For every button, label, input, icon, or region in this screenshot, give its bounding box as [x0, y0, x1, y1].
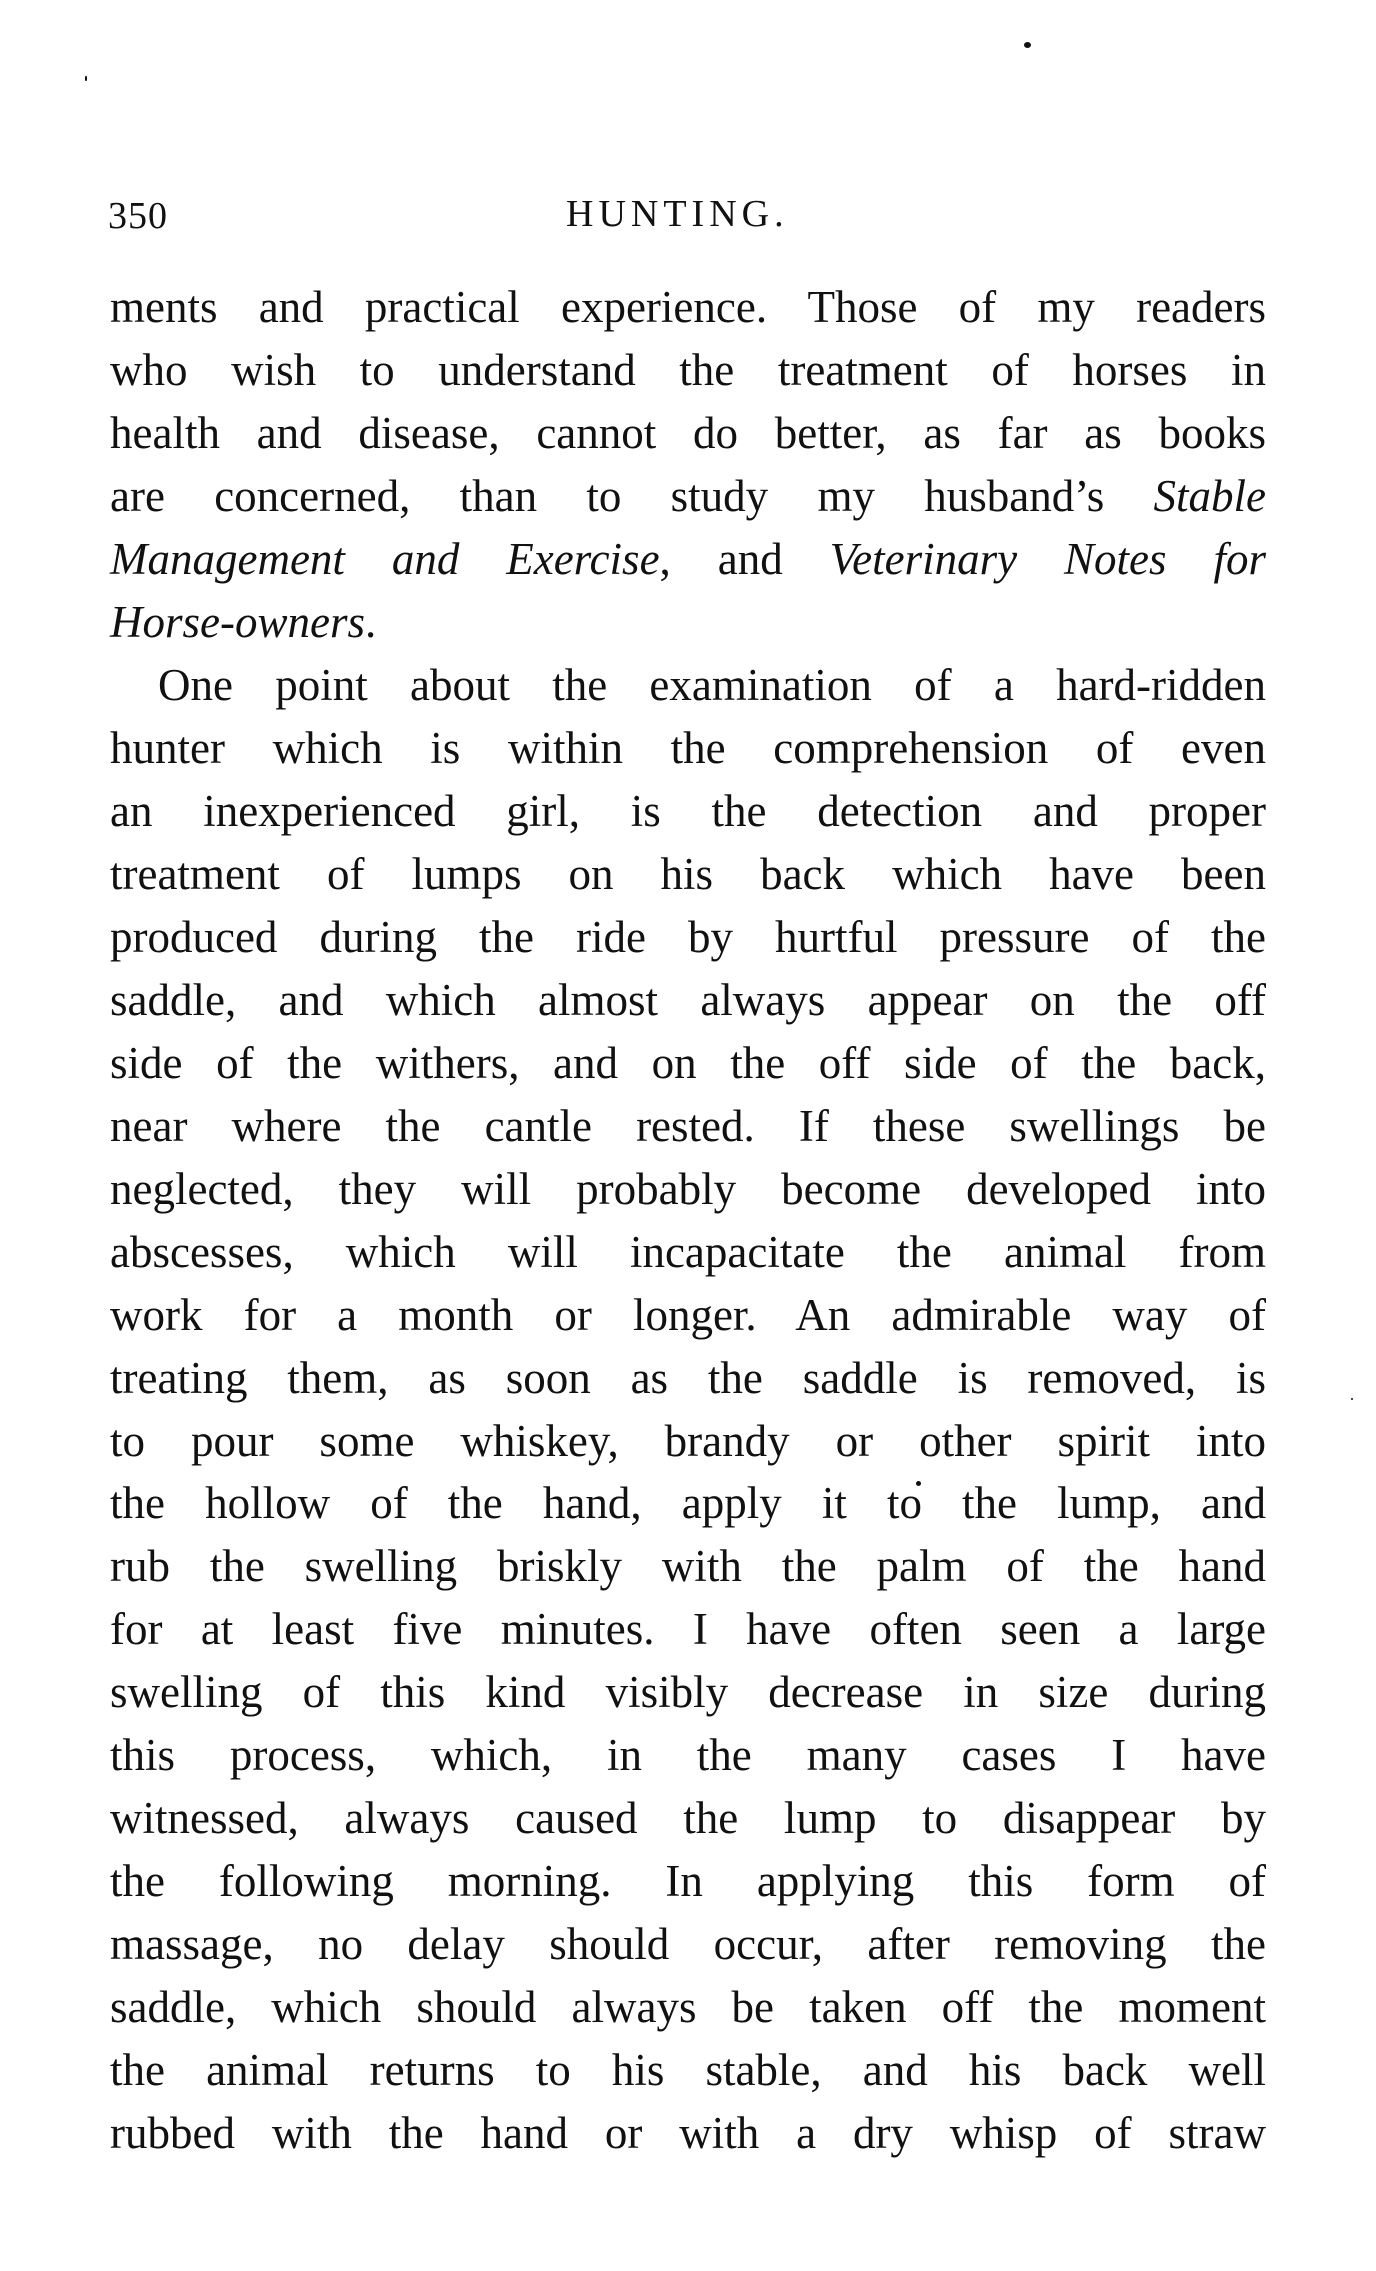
- line-text: saddle, and which almost always appear on the off: [110, 974, 1266, 1025]
- text-line: [110, 402, 1266, 465]
- line-text: neglected, they will probably become developed into: [110, 1163, 1266, 1214]
- page-number: 350: [108, 195, 168, 237]
- line-text: are concerned, than to study my husband’s: [110, 470, 1154, 521]
- print-speck: [85, 76, 87, 81]
- text-line: [110, 843, 1266, 906]
- line-text: treatment of lumps on his back which have been: [110, 848, 1266, 899]
- running-head: [0, 186, 1376, 246]
- line-text: massage, no delay should occur, after removing the: [110, 1919, 1266, 1970]
- line-text: abscesses, which will incapacitate the animal from: [110, 1226, 1266, 1277]
- line-text: , and: [659, 533, 830, 584]
- line-text: rubbed with the hand or with a dry whisp of straw: [110, 2108, 1266, 2159]
- text-line: [110, 1724, 1266, 1787]
- line-text: witnessed, always caused the lump to disappear by: [110, 1793, 1266, 1844]
- italic-title-text: Stable: [1153, 470, 1266, 521]
- text-line: [110, 1221, 1266, 1284]
- line-text: the following morning. In applying this form of: [110, 1856, 1266, 1907]
- text-line: [110, 1410, 1266, 1473]
- text-line: [110, 780, 1266, 843]
- text-line: [110, 528, 1266, 591]
- text-line: [110, 1598, 1266, 1661]
- text-line: [110, 1535, 1266, 1598]
- text-line: [110, 1850, 1266, 1913]
- line-text: produced during the ride by hurtful pressure of the: [110, 911, 1266, 962]
- line-text: treating them, as soon as the saddle is removed, is: [110, 1352, 1266, 1403]
- text-line: [110, 906, 1266, 969]
- text-line: [110, 1284, 1266, 1347]
- text-line: [110, 1472, 1266, 1535]
- line-text: an inexperienced girl, is the detection and proper: [110, 785, 1266, 836]
- print-speck: [1351, 1398, 1353, 1400]
- text-line: [110, 1913, 1266, 1976]
- line-text: ments and practical experience. Those of my readers: [110, 282, 1266, 332]
- text-line: [110, 1787, 1266, 1850]
- text-line: [110, 1032, 1266, 1095]
- italic-title-text: Management and Exercise: [110, 533, 660, 584]
- line-text: One point about the examination of a hard-ridden: [158, 659, 1266, 710]
- text-line: [110, 1976, 1266, 2039]
- line-text: work for a month or longer. An admirable way of: [110, 1289, 1266, 1340]
- line-text: swelling of this kind visibly decrease in size during: [110, 1667, 1266, 1718]
- italic-title-text: Horse-owners: [110, 596, 365, 647]
- text-line: [110, 2102, 1266, 2165]
- text-line: [110, 276, 1266, 339]
- line-text: the hollow of the hand, apply it to the lump, and: [110, 1478, 1266, 1529]
- text-line: [158, 654, 1266, 717]
- line-text: this process, which, in the many cases I have: [110, 1730, 1266, 1781]
- text-line: [110, 717, 1266, 780]
- running-head-title: HUNTING.: [566, 193, 789, 235]
- line-text: saddle, which should always be taken off the moment: [110, 1982, 1266, 2033]
- text-line: [110, 1095, 1266, 1158]
- text-line: [110, 969, 1266, 1032]
- line-text: rub the swelling briskly with the palm of the hand: [110, 1541, 1266, 1592]
- text-line: [110, 2039, 1266, 2102]
- text-line: [110, 591, 1266, 654]
- italic-title-text: Veterinary Notes for: [829, 533, 1266, 584]
- line-text: to pour some whiskey, brandy or other spirit into: [110, 1415, 1266, 1466]
- line-text: .: [365, 596, 377, 647]
- line-text: for at least five minutes. I have often seen a large: [110, 1604, 1266, 1655]
- line-text: health and disease, cannot do better, as far as books: [110, 407, 1266, 458]
- text-line: [110, 339, 1266, 402]
- line-text: near where the cantle rested. If these swellings be: [110, 1100, 1266, 1151]
- print-speck: [1024, 42, 1031, 48]
- text-line: [110, 1661, 1266, 1724]
- line-text: hunter which is within the comprehension of even: [110, 722, 1266, 773]
- text-line: [110, 1347, 1266, 1410]
- line-text: side of the withers, and on the off side of the back,: [110, 1037, 1266, 1088]
- line-text: the animal returns to his stable, and his back well: [110, 2045, 1266, 2096]
- line-text: who wish to understand the treatment of horses in: [110, 345, 1266, 395]
- text-line: [110, 465, 1266, 528]
- text-line: [110, 1158, 1266, 1221]
